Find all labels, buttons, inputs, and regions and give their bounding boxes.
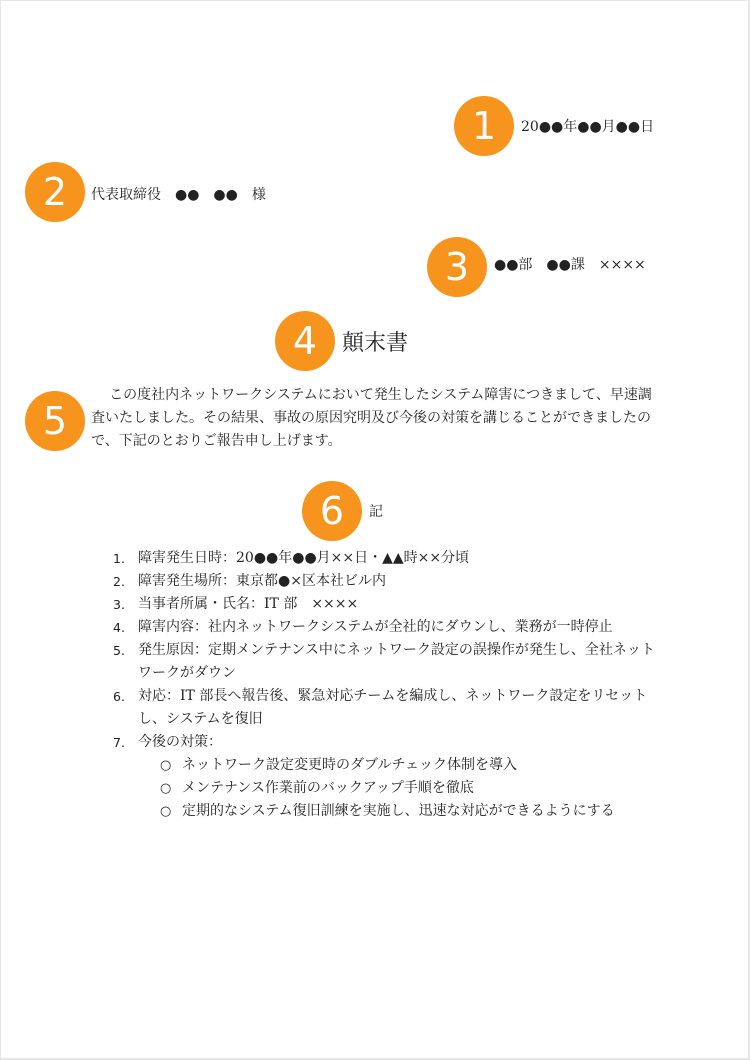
list-item (105, 685, 665, 731)
item-text: 今後の対策： (138, 734, 222, 750)
body-paragraph: この度社内ネットワークシステムにおいて発生したシステム障害につきまして、早速調査いたしました。その結果、事故の原因究明及び今後の対策を講じることができましたので、下記のとおりご報告申し上げます。 (91, 387, 652, 449)
item-text: 障害発生日時：20●●年●●月××日・▲▲時××分頃 (138, 550, 470, 566)
list-item (105, 593, 665, 616)
measure-item (105, 777, 665, 800)
badge-1: 1 (454, 96, 514, 156)
date: 20●●年●●月●●日 (521, 119, 655, 135)
item-number: 7. (113, 735, 125, 750)
recipient: 代表取締役 ●● ●● 様 (91, 187, 266, 203)
measure-text: メンテナンス作業前のバックアップ手順を徹底 (182, 780, 474, 796)
badge-2: 2 (25, 162, 85, 222)
item-text: 当事者所属・氏名：IT 部 ×××× (138, 596, 359, 612)
list-item (105, 639, 665, 685)
list-item (105, 616, 665, 639)
circle-bullet-icon: ○ (160, 758, 172, 773)
circle-bullet-icon: ○ (160, 804, 172, 819)
sender: ●●部 ●●課 ×××× (494, 257, 646, 273)
item-number: 2. (113, 574, 125, 589)
badge-5: 5 (25, 391, 85, 451)
measure-item (105, 754, 665, 777)
badge-6: 6 (302, 481, 362, 541)
badge-3: 3 (427, 237, 487, 297)
list-item (105, 547, 665, 570)
item-number: 5. (113, 643, 125, 658)
item-text: 発生原因：定期メンテナンス中にネットワーク設定の誤操作が発生し、全社ネットワークがダウン (138, 642, 655, 681)
document-page (1, 1, 748, 1058)
list-item (105, 731, 665, 754)
badge-4: 4 (275, 311, 335, 371)
list-item (105, 570, 665, 593)
measure-item (105, 800, 665, 823)
item-text: 障害発生場所：東京都●×区本社ビル内 (138, 573, 386, 589)
ki-heading: 記 (369, 504, 383, 520)
measure-text: 定期的なシステム復旧訓練を実施し、迅速な対応ができるようにする (182, 803, 615, 819)
measure-text: ネットワーク設定変更時のダブルチェック体制を導入 (182, 757, 518, 773)
item-number: 1. (113, 551, 125, 566)
item-number: 3. (113, 597, 125, 612)
report-list (105, 547, 665, 823)
document-title: 顛末書 (342, 331, 409, 356)
item-number: 4. (113, 620, 125, 635)
item-number: 6. (113, 689, 125, 704)
item-text: 障害内容：社内ネットワークシステムが全社的にダウンし、業務が一時停止 (138, 619, 613, 635)
circle-bullet-icon: ○ (160, 781, 172, 796)
item-text: 対応：IT 部長へ報告後、緊急対応チームを編成し、ネットワーク設定をリセットし、システムを復旧 (138, 688, 648, 727)
